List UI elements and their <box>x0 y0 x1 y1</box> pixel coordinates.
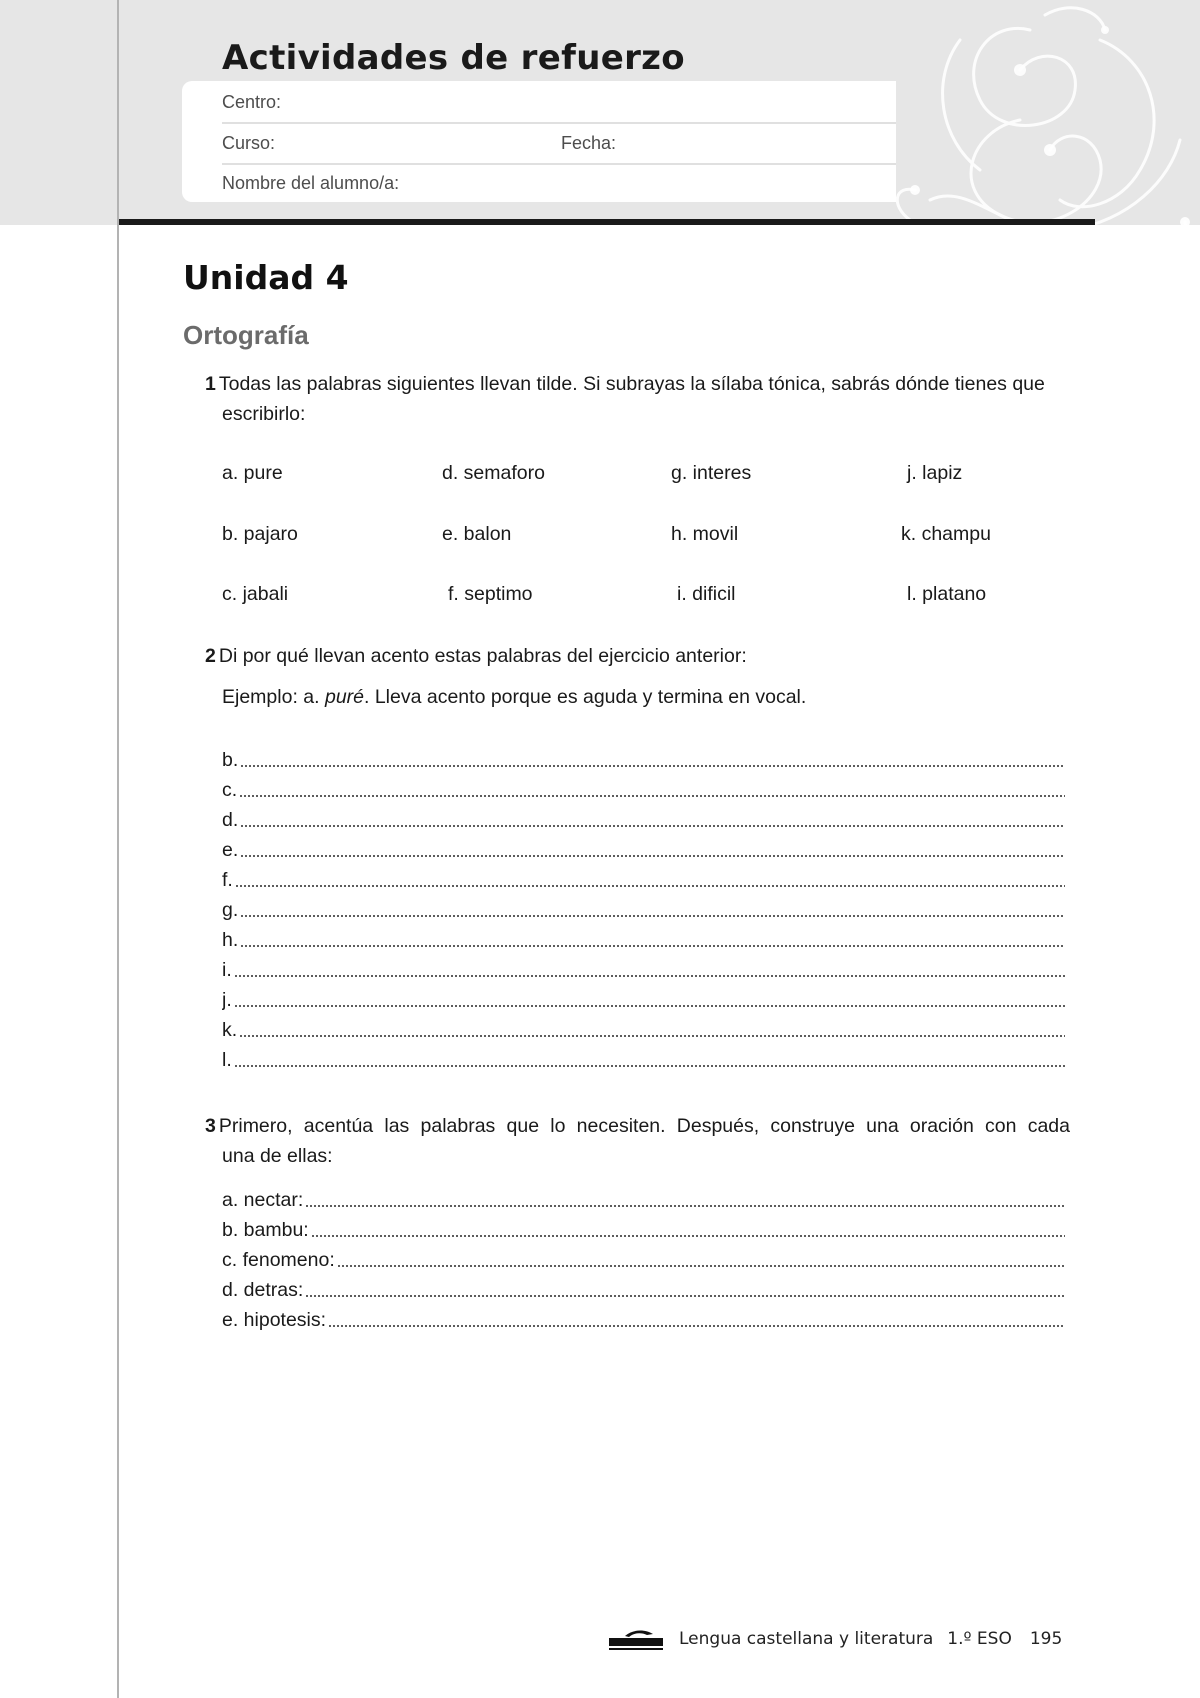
answer-label: h. <box>222 929 239 951</box>
fecha-label: Fecha: <box>561 133 617 153</box>
question-1 <box>205 369 1070 429</box>
dotted-line <box>311 1234 1065 1238</box>
course-level: 1.º ESO <box>947 1629 1012 1649</box>
ornament-icon <box>870 0 1200 280</box>
dotted-line <box>240 944 1065 948</box>
centro-field[interactable] <box>222 82 896 124</box>
answer-label: e. <box>222 839 239 861</box>
word-item: l. platano <box>907 583 987 605</box>
word-item: e. balon <box>442 523 512 545</box>
answer-line-j[interactable] <box>222 986 1065 1012</box>
answer-label: g. <box>222 899 239 921</box>
word-item: f. septimo <box>448 583 533 605</box>
answer-line-i[interactable] <box>222 956 1065 982</box>
sentence-line-a[interactable] <box>222 1186 1065 1212</box>
word-item: a. pure <box>222 462 283 484</box>
answer-label: a. nectar: <box>222 1189 304 1211</box>
example-text <box>222 686 806 709</box>
worksheet-title: Actividades de refuerzo <box>222 38 685 78</box>
dotted-line <box>235 884 1065 888</box>
dotted-line <box>305 1294 1065 1298</box>
word-item: b. pajaro <box>222 523 298 545</box>
header-divider <box>119 219 1095 225</box>
answer-line-g[interactable] <box>222 896 1065 922</box>
page-number: 195 <box>1029 1629 1063 1649</box>
answer-line-l[interactable] <box>222 1046 1065 1072</box>
answer-line-h[interactable] <box>222 926 1065 952</box>
alumno-field[interactable] <box>222 163 896 203</box>
answer-label: d. <box>222 809 239 831</box>
dotted-line <box>234 1004 1065 1008</box>
question-text: Todas las palabras siguientes llevan tilde. Si subrayas la sílaba tónica, sabrás dónde tienes que <box>218 373 1045 395</box>
dotted-line <box>234 1064 1065 1068</box>
question-text-cont: una de ellas: <box>222 1145 333 1167</box>
dotted-line <box>234 974 1065 978</box>
question-text-cont: escribirlo: <box>222 403 306 425</box>
answer-label: f. <box>222 869 233 891</box>
word-item: c. jabali <box>222 583 289 605</box>
answer-label: k. <box>222 1019 238 1041</box>
alumno-label: Nombre del alumno/a: <box>222 173 400 193</box>
dotted-line <box>337 1264 1065 1268</box>
example-suffix: . Lleva acento porque es aguda y termina en vocal. <box>364 686 807 708</box>
answer-label: e. hipotesis: <box>222 1309 327 1331</box>
example-word: puré <box>324 686 364 708</box>
example-prefix: Ejemplo: a. <box>222 686 325 708</box>
curso-label: Curso: <box>222 133 276 153</box>
curso-field[interactable] <box>222 123 896 165</box>
answer-line-d[interactable] <box>222 806 1065 832</box>
sentence-line-b[interactable] <box>222 1216 1065 1242</box>
dotted-line <box>240 854 1065 858</box>
answer-label: c. fenomeno: <box>222 1249 335 1271</box>
question-2 <box>205 641 1070 671</box>
word-item: i. dificil <box>677 583 736 605</box>
word-item: k. champu <box>901 523 991 545</box>
question-number: 1 <box>205 373 216 395</box>
question-text: Primero, acentúa las palabras que lo necesiten. Después, construye una oración con cada <box>218 1115 1070 1137</box>
dotted-line <box>305 1204 1065 1208</box>
word-item: h. movil <box>671 523 739 545</box>
sentence-line-e[interactable] <box>222 1306 1065 1332</box>
dotted-line <box>239 1034 1065 1038</box>
question-text: Di por qué llevan acento estas palabras del ejercicio anterior: <box>218 645 747 667</box>
answer-line-f[interactable] <box>222 866 1065 892</box>
answer-line-b[interactable] <box>222 746 1065 772</box>
book-title: Lengua castellana y literatura <box>679 1629 934 1649</box>
word-item: j. lapiz <box>907 462 963 484</box>
unit-title: Unidad 4 <box>183 258 349 297</box>
question-3 <box>205 1111 1070 1171</box>
question-number: 2 <box>205 645 216 667</box>
answer-label: d. detras: <box>222 1279 304 1301</box>
page-footer <box>607 1625 1062 1653</box>
answer-line-c[interactable] <box>222 776 1065 802</box>
question-number: 3 <box>205 1115 216 1137</box>
section-title: Ortografía <box>183 320 309 350</box>
sentence-line-c[interactable] <box>222 1246 1065 1272</box>
answer-label: i. <box>222 959 232 981</box>
dotted-line <box>240 824 1065 828</box>
answer-label: l. <box>222 1049 232 1071</box>
answer-label: c. <box>222 779 238 801</box>
dotted-line <box>328 1324 1065 1328</box>
centro-label: Centro: <box>222 92 282 112</box>
answer-label: b. bambu: <box>222 1219 309 1241</box>
dotted-line <box>240 764 1065 768</box>
word-item: g. interes <box>671 462 752 484</box>
left-margin-rule <box>117 0 119 1698</box>
answer-line-k[interactable] <box>222 1016 1065 1042</box>
dotted-line <box>240 914 1065 918</box>
student-info-form <box>182 81 896 202</box>
word-item: d. semaforo <box>442 462 545 484</box>
answer-label: b. <box>222 749 239 771</box>
answer-label: j. <box>222 989 232 1011</box>
sentence-line-d[interactable] <box>222 1276 1065 1302</box>
publisher-logo-icon <box>607 1627 665 1651</box>
answer-line-e[interactable] <box>222 836 1065 862</box>
dotted-line <box>239 794 1065 798</box>
